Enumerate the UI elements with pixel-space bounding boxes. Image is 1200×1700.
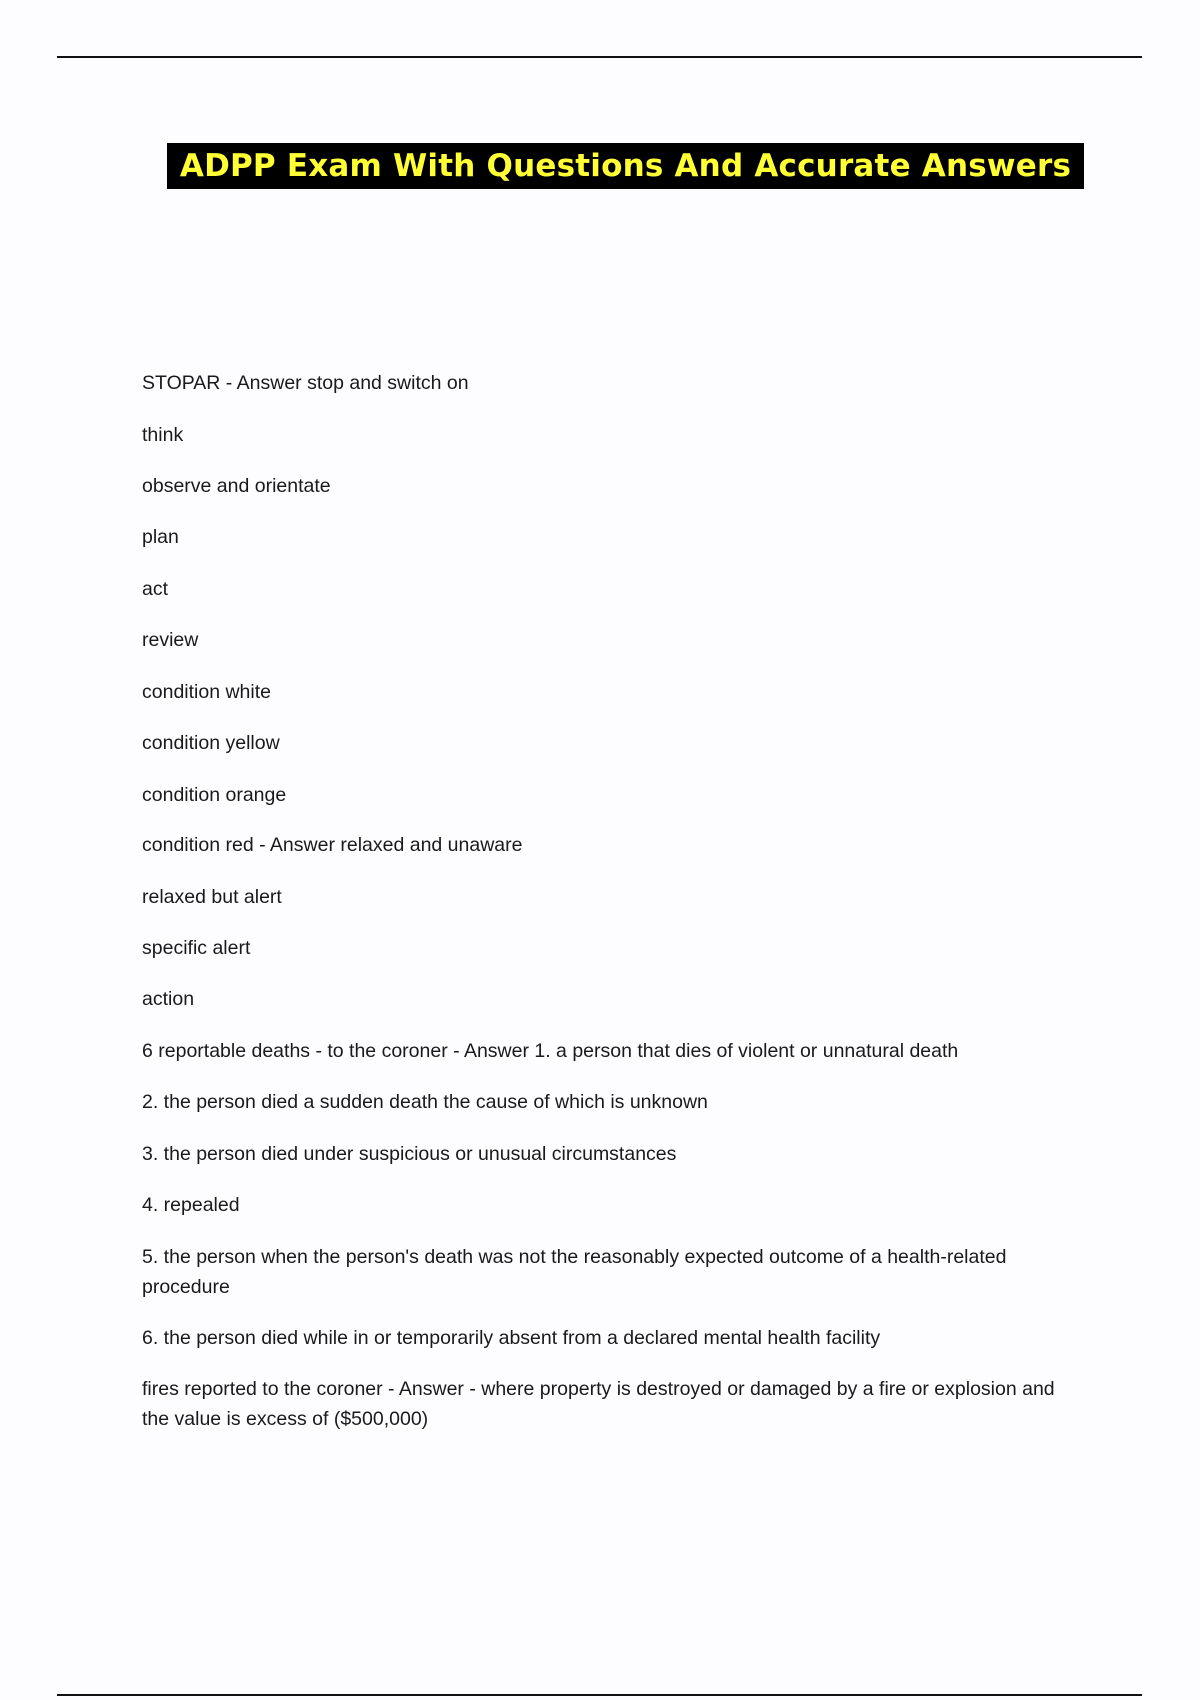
text-line: relaxed but alert (142, 886, 282, 908)
text-line: 5. the person when the person's death was not the reasonably expected outcome of a health-related procedure (142, 1246, 1007, 1298)
text-line: 4. repealed (142, 1194, 240, 1216)
text-line: think (142, 424, 184, 446)
text-line: review (142, 629, 199, 651)
text-line: observe and orientate (142, 475, 331, 497)
text-line: condition orange (142, 784, 287, 806)
text-line: 6. the person died while in or temporarily absent from a declared mental health facility (142, 1327, 881, 1349)
text-line: 6 reportable deaths - to the coroner - Answer 1. a person that dies of violent or unnatural death (142, 1040, 959, 1062)
text-line: act (142, 578, 169, 600)
text-line: condition yellow (142, 732, 280, 754)
text-line: 2. the person died a sudden death the cause of which is unknown (142, 1091, 708, 1113)
text-line: condition white (142, 681, 271, 703)
text-line: action (142, 988, 195, 1010)
text-line: specific alert (142, 937, 251, 959)
title-banner (167, 143, 1084, 189)
top-rule (57, 56, 1142, 58)
text-line: fires reported to the coroner - Answer - where property is destroyed or damaged by a fire or explosion and the value is excess of ($500,000) (142, 1378, 1055, 1430)
document-title: ADPP Exam With Questions And Accurate Answers (179, 148, 1072, 184)
text-line: condition red - Answer relaxed and unaware (142, 834, 523, 856)
text-line: 3. the person died under suspicious or unusual circumstances (142, 1143, 677, 1165)
text-line: plan (142, 526, 179, 548)
bottom-rule (57, 1694, 1142, 1696)
text-line: STOPAR - Answer stop and switch on (142, 372, 469, 394)
